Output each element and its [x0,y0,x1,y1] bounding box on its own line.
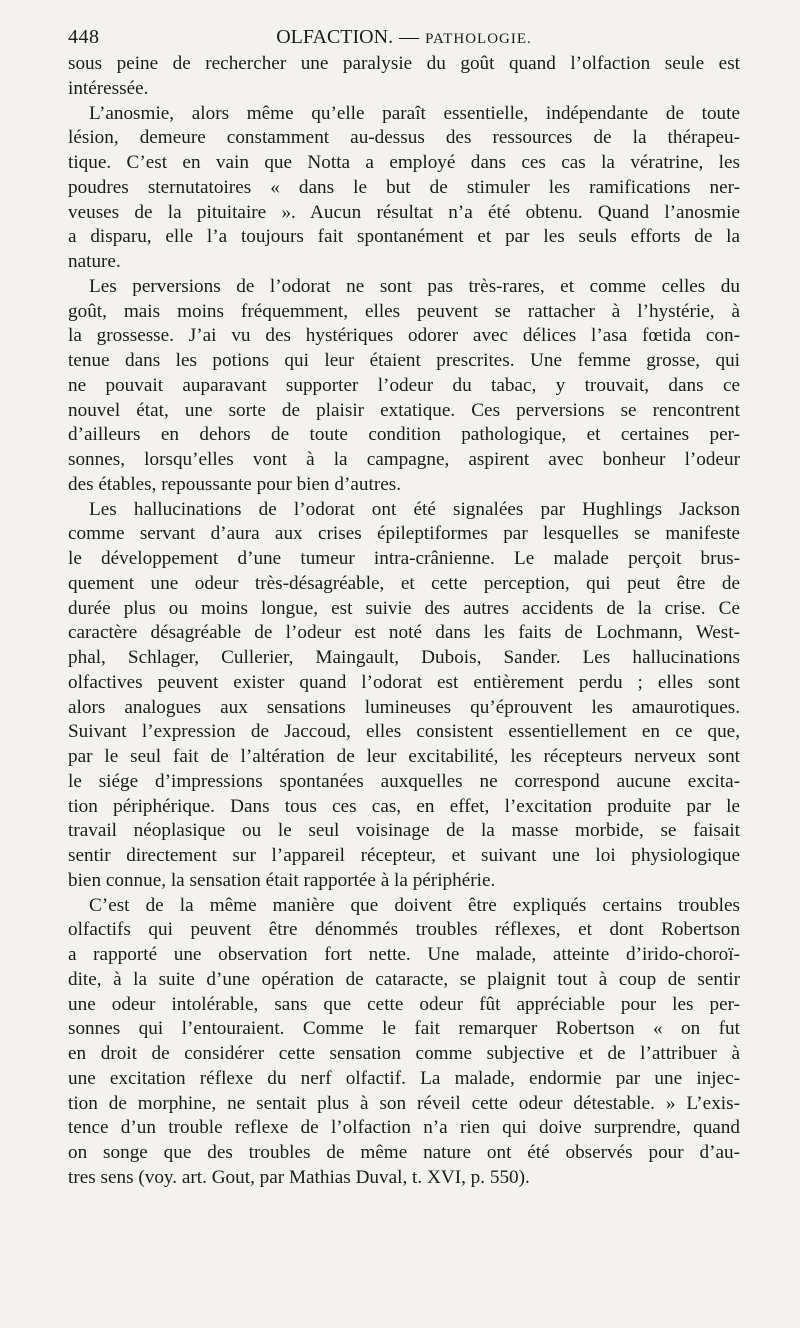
body-text [68,52,740,1191]
text-line: une excitation réflexe du nerf olfactif. La malade, endormie par une injec- [68,1067,740,1089]
text-line: sonnes, lorsqu’elles vont à la campagne, aspirent avec bonheur l’odeur [68,449,740,470]
text-line: caractère désagréable de l’odeur est noté dans les faits de Lochmann, West- [68,622,740,644]
title-separator: — [399,26,420,48]
text-line: tion de morphine, ne sentait plus à son réveil cette odeur détestable. » L’exis- [68,1092,740,1114]
text-line: comme servant d’aura aux crises épileptiformes par lesquelles se manifeste [68,523,740,545]
text-line: d’ailleurs en dehors de toute condition pathologique, et certaines per- [68,424,740,446]
text-line: Les perversions de l’odorat ne sont pas très-rares, et comme celles du [89,275,740,297]
text-line: des étables, repoussante pour bien d’autres. [68,473,402,495]
text-line: L’anosmie, alors même qu’elle paraît essentielle, indépendante de toute [89,102,740,124]
text-line: phal, Schlager, Cullerier, Maingault, Dubois, Sander. Les hallucinations [68,647,740,668]
text-line: goût, mais moins fréquemment, elles peuvent se rattacher à l’hystérie, à [68,300,740,322]
text-line: la grossesse. J’ai vu des hystériques odorer avec délices l’asa fœtida con- [68,325,740,347]
text-line: par le seul fait de l’altération de leur excitabilité, les récepteurs nerveux sont [68,746,740,767]
text-line: veuses de la pituitaire ». Aucun résultat n’a été obtenu. Quand l’anosmie [68,201,740,223]
text-line: travail néoplasique ou le seul voisinage de la masse morbide, se faisait [68,820,740,842]
chapter-title: OLFACTION. [276,26,394,48]
text-line: une odeur intolérable, sans que cette odeur fût appréciable pour les per- [68,993,740,1015]
text-line: bien connue, la sensation était rapportée à la périphérie. [68,869,496,891]
text-line: a rapporté une observation fort nette. Une malade, atteinte d’irido-choroï- [68,944,740,965]
text-line: Les hallucinations de l’odorat ont été signalées par Hughlings Jackson [89,498,740,520]
running-header [68,22,740,52]
text-line: on songe que des troubles de même nature ont été observés pour d’au- [68,1142,740,1163]
text-line: poudres sternutatoires « dans le but de stimuler les ramifications ner- [68,176,740,198]
text-line: tion périphérique. Dans tous ces cas, en effet, l’excitation produite par le [68,795,740,817]
text-line: alors analogues aux sensations lumineuses qu’éprouvent les amaurotiques. [68,696,740,718]
text-line: durée plus ou moins longue, est suivie des autres accidents de la crise. Ce [68,597,740,619]
text-line: nouvel état, une sorte de plaisir extatique. Ces perversions se rencontrent [68,399,740,421]
page-number: 448 [68,26,100,48]
text-line: olfactifs qui peuvent être dénommés troubles réflexes, et dont Robertson [68,919,740,941]
text-line: le siége d’impressions spontanées auxquelles ne correspond aucune excita- [68,770,740,792]
text-line: sous peine de rechercher une paralysie du goût quand l’olfaction seule est [68,53,740,74]
text-line: dite, à la suite d’une opération de cataracte, se plaignit tout à coup de sentir [68,968,740,990]
section-title: PATHOLOGIE. [425,31,532,47]
text-line: sentir directement sur l’appareil récepteur, et suivant une loi physiologique [68,845,740,866]
text-line: tres sens (voy. art. Gout, par Mathias Duval, t. XVI, p. 550). [68,1166,530,1188]
text-line: ne pouvait auparavant supporter l’odeur du tabac, y trouvait, dans ce [68,374,740,396]
text-line: Suivant l’expression de Jaccoud, elles consistent essentiellement en ce que, [68,721,740,743]
text-line: tence d’un trouble reflexe de l’olfaction n’a rien qui doive surprendre, quand [68,1117,740,1139]
text-line: sonnes qui l’entouraient. Comme le fait remarquer Robertson « on fut [68,1018,740,1040]
text-line: a disparu, elle l’a toujours fait spontanément et par les seuls efforts de la [68,226,740,248]
text-line: lésion, demeure constamment au-dessus des ressources de la thérapeu- [68,127,740,149]
text-line: olfactives peuvent exister quand l’odorat est entièrement perdu ; elles sont [68,671,740,693]
text-line: tenue dans les potions qui leur étaient prescrites. Une femme grosse, qui [68,350,740,371]
text-line: nature. [68,251,121,272]
text-line: quement une odeur très-désagréable, et cette perception, qui peut être de [68,572,740,594]
text-line: intéressée. [68,77,149,99]
text-line: tique. C’est en vain que Notta a employé dans ces cas la vératrine, les [68,152,740,173]
running-title [68,22,740,54]
text-line: C’est de la même manière que doivent être expliqués certains troubles [89,894,740,916]
text-line: en droit de considérer cette sensation comme subjective et de l’attribuer à [68,1043,740,1064]
text-line: le développement d’une tumeur intra-crânienne. Le malade perçoit brus- [68,548,740,569]
